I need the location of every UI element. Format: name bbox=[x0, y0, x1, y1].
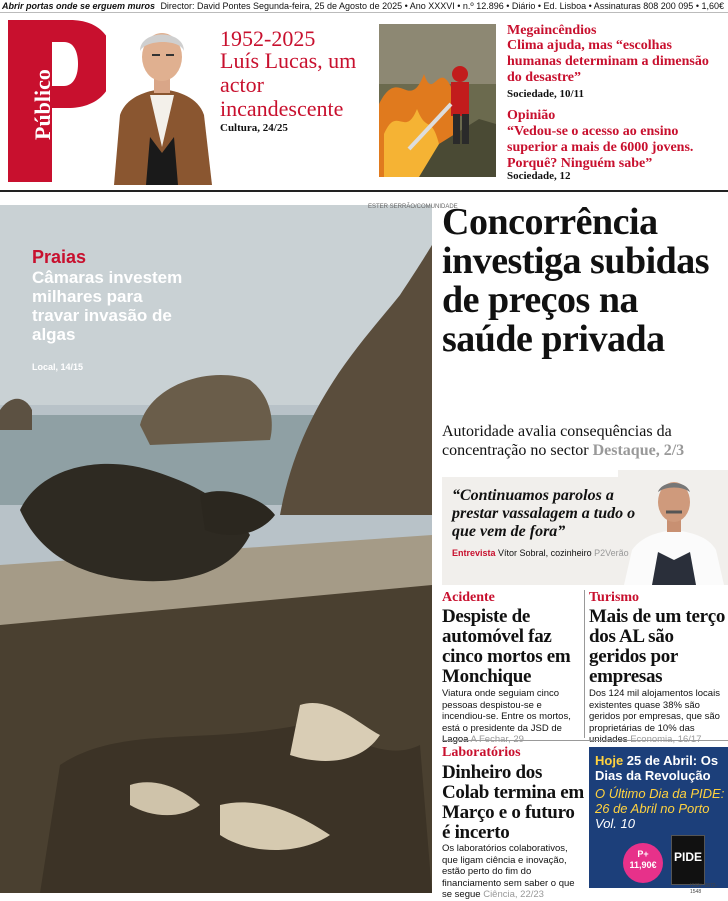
tourism-body-text: Dos 124 mil alojamentos locais existentes quase 38% são geridos por empresas, que são proprietárias de 10% das bbox=[589, 688, 720, 734]
opinion-kicker: Opinião bbox=[507, 108, 556, 123]
row-divider bbox=[442, 740, 728, 741]
promo-today: Hoje bbox=[595, 753, 624, 768]
main-ref[interactable]: Destaque, 2/3 bbox=[592, 442, 685, 459]
price-label: P+ bbox=[637, 849, 649, 859]
fires-kicker: Megaincêndios bbox=[507, 23, 597, 38]
promo-box[interactable] bbox=[589, 747, 728, 888]
promo-title-wrap bbox=[595, 753, 725, 783]
accident-headline[interactable]: Despiste de automóvel faz cinco mortos em Monchique bbox=[442, 606, 571, 687]
publico-logo[interactable] bbox=[8, 20, 114, 182]
interview-quote[interactable]: “Continuamos parolos a prestar vassalagem a tudo o que vem de fora” bbox=[452, 487, 636, 540]
opinion-deck[interactable]: “Vedou-se o acesso ao ensino superior a mais de 6000 jovens. Porquê? Ninguém sabe” bbox=[507, 124, 694, 171]
photo-credit: ESTER SERRÃO/COMUNIDADE bbox=[368, 204, 458, 210]
tourism-kicker: Turismo bbox=[589, 590, 640, 605]
promo-vol: Vol. 10 bbox=[595, 816, 635, 831]
price-badge bbox=[623, 843, 663, 883]
top-bar bbox=[0, 0, 728, 13]
slogan: Abrir portas onde se erguem muros bbox=[2, 1, 156, 11]
book-cover bbox=[671, 835, 705, 885]
interview-ref[interactable]: P2Verão bbox=[594, 548, 629, 558]
price-value: 11,90€ bbox=[629, 860, 657, 870]
labs-kicker: Laboratórios bbox=[442, 745, 521, 760]
main-deck-text: Autoridade avalia consequências da concentração no sector bbox=[442, 423, 672, 459]
lucas-years: 1952-2025 bbox=[220, 26, 316, 51]
accident-body bbox=[442, 688, 582, 746]
praias-kicker: Praias bbox=[32, 247, 87, 267]
lucas-section: Cultura, 24/25 bbox=[220, 122, 288, 134]
promo-title: 25 de Abril: Os Dias da Revolução bbox=[595, 753, 719, 783]
accident-body-text: Viatura onde seguiam cinco pessoas despistou-se e incendiou-se. Entre os mortos, está o presidente da JSD de bbox=[442, 688, 571, 734]
accident-kicker: Acidente bbox=[442, 590, 495, 605]
book-title: PIDE bbox=[673, 850, 702, 864]
logo-word: Público bbox=[30, 69, 55, 140]
main-deck bbox=[442, 422, 728, 460]
interview-person: Vítor Sobral, cozinheiro bbox=[498, 548, 592, 558]
praias-section: Local, 14/15 bbox=[32, 362, 84, 372]
labs-body-text: Os laboratórios colaborativos, que ligam ciência e inovação, estão perto do fim do financiamento sem saber o que se segue bbox=[442, 843, 575, 900]
labs-ref[interactable]: Ciência, 22/23 bbox=[483, 889, 544, 900]
labs-headline[interactable]: Dinheiro dos Colab termina em Março e o futuro é incerto bbox=[442, 762, 584, 843]
interview-byline bbox=[452, 548, 629, 558]
column-divider bbox=[584, 590, 585, 738]
issn: ISSN: 0872-1548 bbox=[690, 883, 718, 895]
tourism-body bbox=[589, 688, 728, 746]
lucas-portrait bbox=[106, 17, 218, 185]
logo-p-mark bbox=[8, 20, 114, 182]
lucas-headline[interactable]: Luís Lucas, um actor incandescente bbox=[220, 48, 357, 121]
header-divider bbox=[0, 190, 728, 192]
promo-subtitle-wrap bbox=[595, 786, 727, 831]
opinion-section: Sociedade, 12 bbox=[507, 170, 571, 182]
issue-meta: Director: David Pontes Segunda-feira, 25 de Agosto de 2025 • Ano XXXVI • n.º 12.896 • Diário • Ed. Lisboa • Assinaturas 808 200 095 • 1,60€ bbox=[160, 1, 724, 11]
praias-headline[interactable]: Câmaras investem milhares para travar invasão de algas bbox=[32, 268, 183, 344]
fires-section: Sociedade, 10/11 bbox=[507, 88, 585, 100]
tourism-headline[interactable]: Mais de um terço dos AL são geridos por empresas bbox=[589, 606, 726, 687]
interview-label: Entrevista bbox=[452, 548, 496, 558]
promo-subtitle: O Último Dia da PIDE: 26 de Abril no Porto bbox=[595, 786, 725, 816]
main-headline[interactable]: Concorrência investiga subidas de preços na saúde privada bbox=[442, 201, 710, 360]
wildfire-photo bbox=[379, 24, 496, 177]
labs-body bbox=[442, 843, 584, 901]
fires-deck[interactable]: Clima ajuda, mas “escolhas humanas determinam a dimensão do desastre” bbox=[507, 38, 709, 85]
